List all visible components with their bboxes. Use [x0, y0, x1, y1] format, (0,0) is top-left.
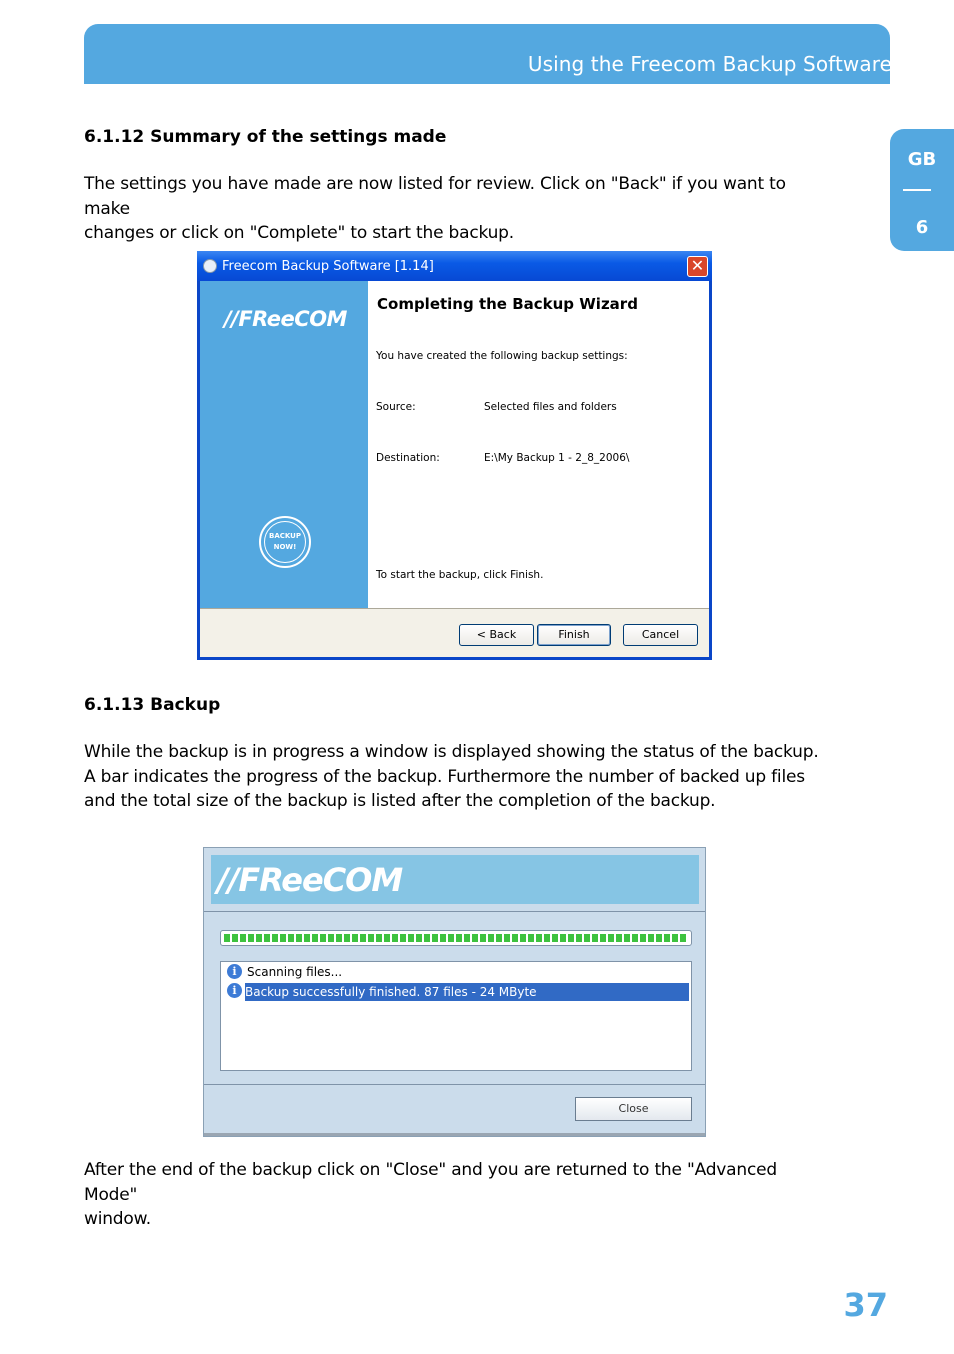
wizard-button-bar	[200, 608, 709, 657]
language-label: GB	[907, 149, 937, 170]
backup-progress-window	[203, 847, 706, 1137]
closing-paragraph	[84, 1158, 834, 1232]
closing-line-2: window.	[84, 1209, 151, 1229]
section-heading-summary: 6.1.12 Summary of the settings made	[84, 127, 447, 147]
info-icon: i	[227, 964, 242, 979]
closing-line-1: After the end of the backup click on "Close" and you are returned to the "Advanced Mode"	[84, 1160, 777, 1205]
backup-paragraph	[84, 740, 834, 814]
summary-paragraph	[84, 172, 834, 246]
freecom-logo: //FReeCOM	[224, 307, 347, 331]
wizard-heading: Completing the Backup Wizard	[377, 295, 638, 313]
backup-now-seal	[259, 516, 311, 568]
destination-value: E:\My Backup 1 - 2_8_2006\	[484, 452, 630, 464]
section-heading-backup: 6.1.13 Backup	[84, 695, 221, 715]
seal-line-2: NOW!	[273, 543, 297, 551]
wizard-side-panel	[200, 281, 368, 608]
backup-line-3: and the total size of the backup is listed after the completion of the backup.	[84, 791, 716, 811]
freecom-logo: //FReeCOM	[217, 861, 403, 899]
source-label: Source:	[376, 401, 416, 413]
chapter-title: Using the Freecom Backup Software	[527, 52, 892, 76]
close-button[interactable]: Close	[575, 1097, 692, 1121]
source-value: Selected files and folders	[484, 401, 617, 413]
info-icon: i	[227, 983, 242, 998]
backup-line-1: While the backup is in progress a window is displayed showing the status of the backup.	[84, 742, 819, 762]
tab-divider	[903, 189, 931, 191]
backup-banner	[211, 855, 699, 904]
wizard-title-bar	[197, 251, 712, 281]
divider	[204, 1084, 705, 1085]
app-icon	[203, 259, 217, 273]
wizard-content	[368, 281, 709, 608]
divider	[204, 911, 705, 912]
wizard-window	[197, 251, 712, 660]
window-bottom-edge	[204, 1133, 705, 1136]
back-button[interactable]: < Back	[459, 624, 534, 646]
wizard-window-title: Freecom Backup Software [1.14]	[222, 259, 434, 274]
chapter-tab	[890, 129, 954, 251]
close-icon[interactable]: ✕	[687, 256, 708, 277]
log-item-selected[interactable]: Backup successfully finished. 87 files - 24 MByte	[245, 983, 689, 1001]
seal-line-1: BACKUP	[268, 532, 301, 540]
progress-fill	[224, 934, 688, 942]
progress-bar	[220, 930, 692, 946]
summary-line-2: changes or click on "Complete" to start the backup.	[84, 223, 514, 243]
page-number: 37	[843, 1286, 888, 1324]
log-item[interactable]: Scanning files...	[247, 965, 343, 979]
wizard-footer-text: To start the backup, click Finish.	[376, 569, 544, 581]
finish-button[interactable]: Finish	[537, 624, 611, 646]
destination-label: Destination:	[376, 452, 440, 464]
wizard-intro: You have created the following backup settings:	[376, 350, 628, 362]
backup-log-list[interactable]	[220, 961, 692, 1071]
cancel-button[interactable]: Cancel	[623, 624, 698, 646]
chapter-number: 6	[915, 217, 929, 238]
summary-line-1: The settings you have made are now listed for review. Click on "Back" if you want to make	[84, 174, 786, 219]
backup-line-2: A bar indicates the progress of the backup. Furthermore the number of backed up files	[84, 766, 805, 787]
